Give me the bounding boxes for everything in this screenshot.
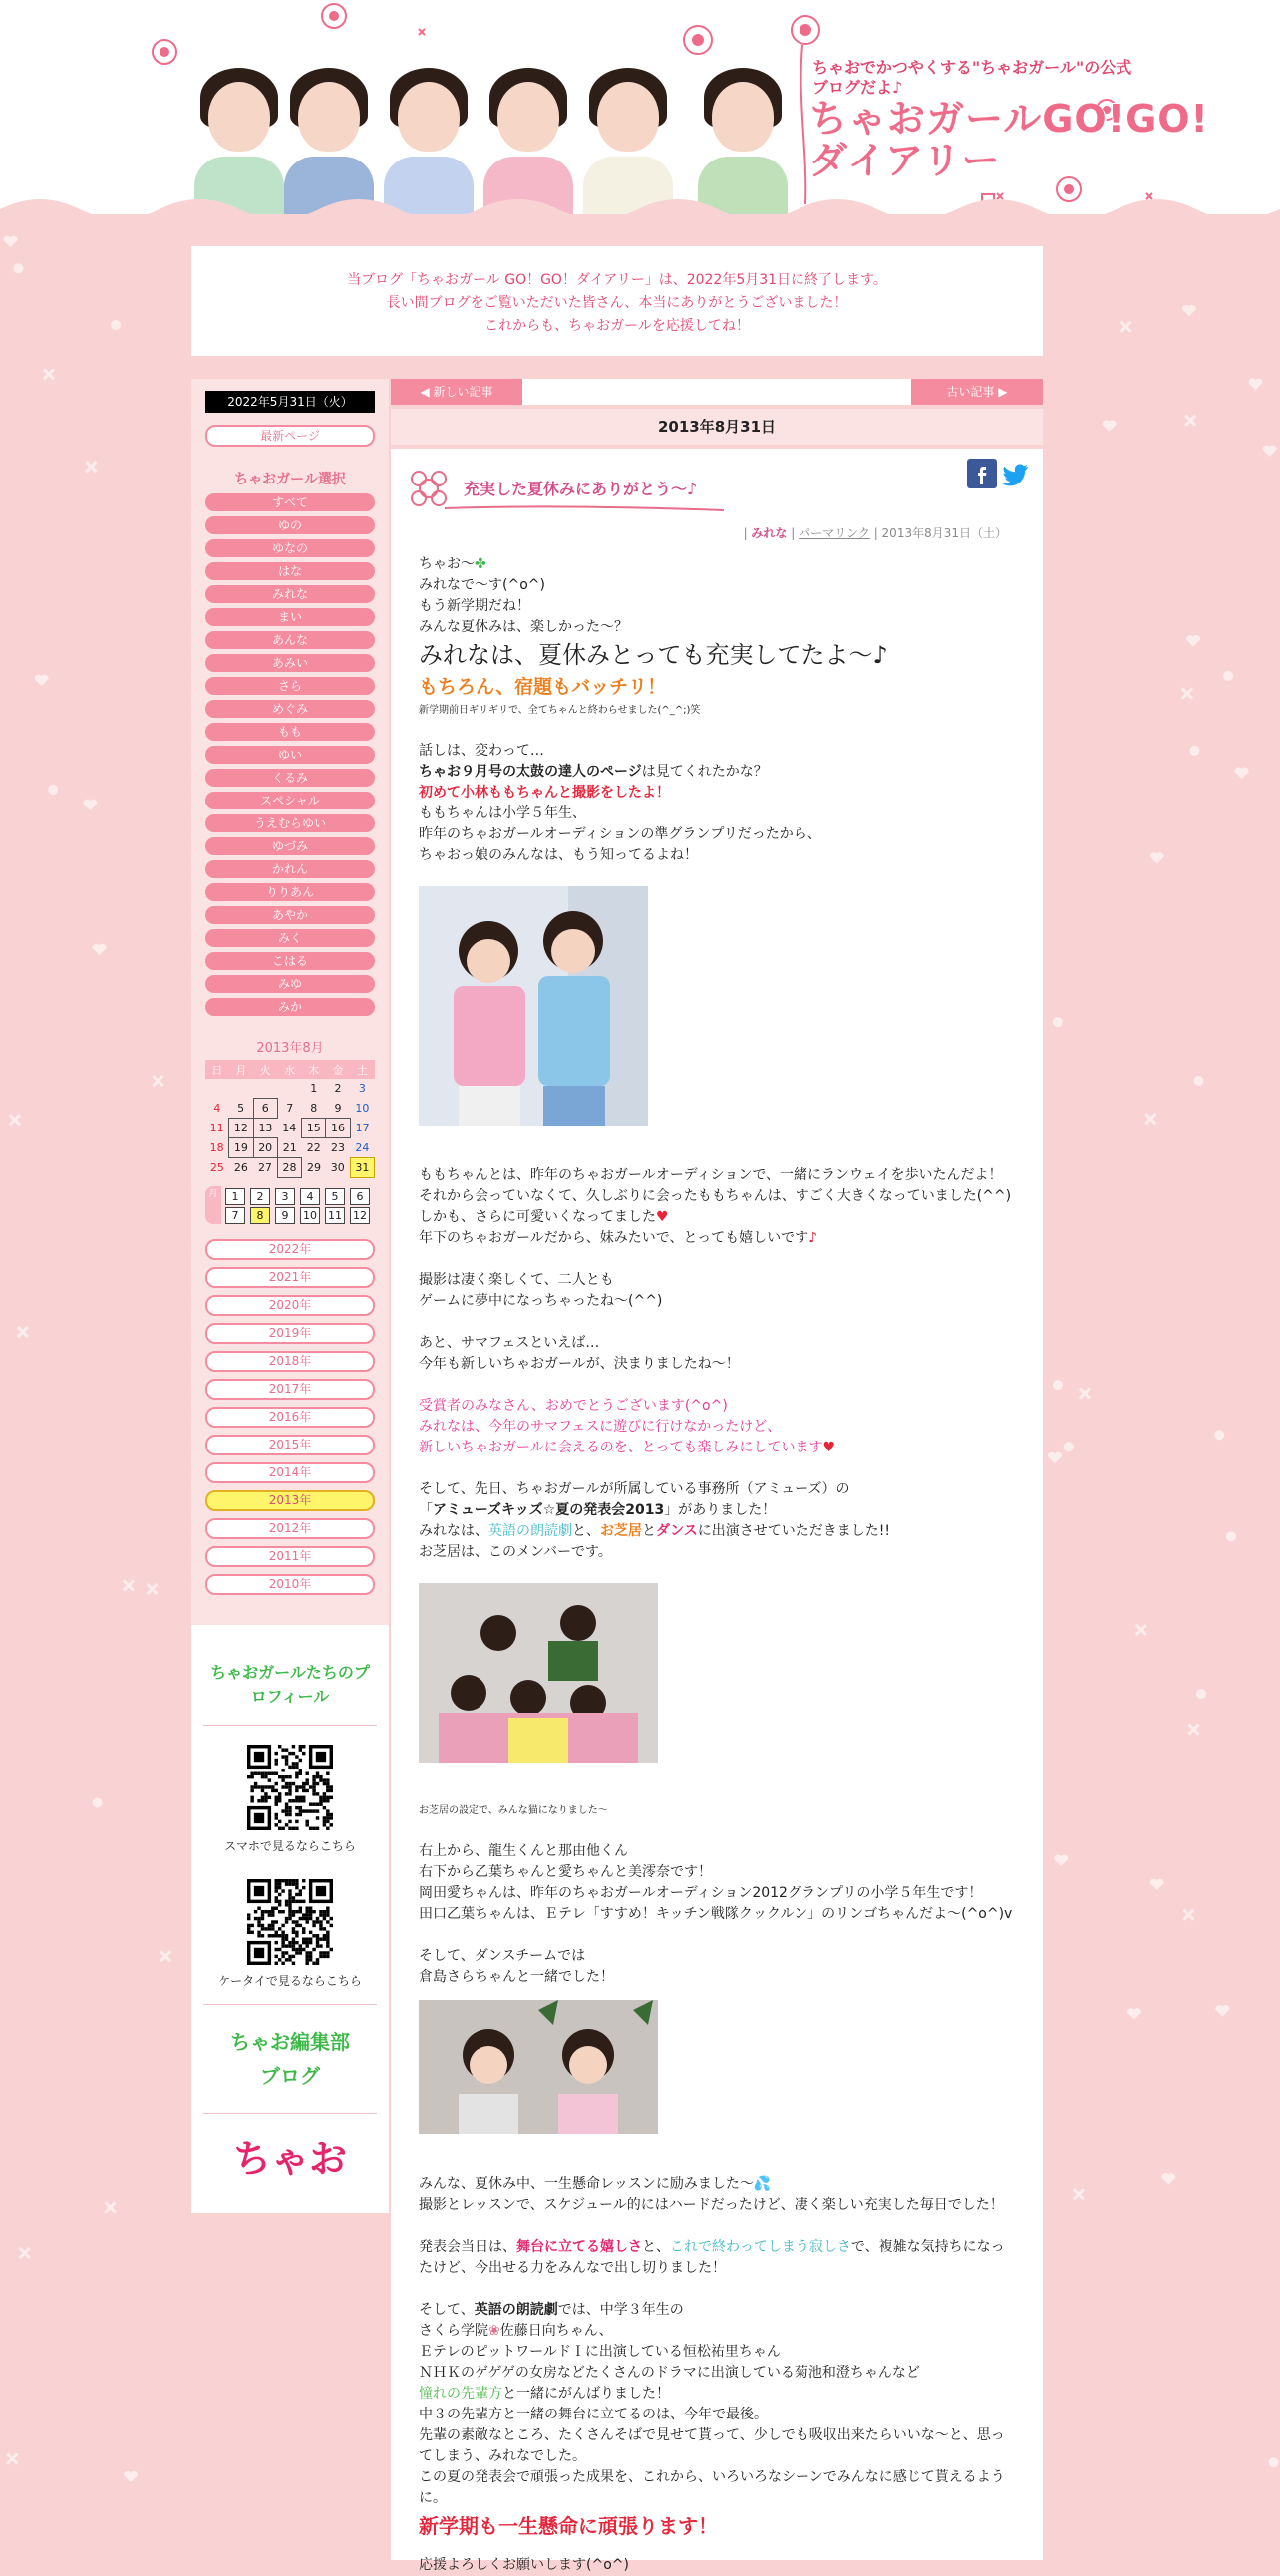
year-archive-item[interactable]: 2012年 [205, 1518, 375, 1539]
calendar-day: 29 [307, 1161, 321, 1174]
photo-placeholder [419, 1583, 658, 1763]
text-line: あと、サマフェスといえば… [419, 1335, 600, 1351]
teal-text: これで終わってしまう寂しさ [670, 2239, 851, 2255]
year-archive-item[interactable]: 2019年 [205, 1323, 375, 1344]
year-archive-item[interactable]: 2017年 [205, 1379, 375, 1400]
month-cell[interactable]: 1 [225, 1188, 245, 1205]
profile-banner[interactable] [205, 1655, 375, 1715]
text-line: ももちゃんとは、昨年のちゃおガールオーディションで、一緒にランウェイを歩いたんだよ！ [419, 1167, 1003, 1183]
text-line: ももちゃんは小学５年生、 [419, 805, 586, 821]
girl-filter-item[interactable]: ゆづみ [205, 837, 375, 855]
post-datetime: 2013年8月31日（土） [881, 526, 1007, 540]
girl-filter-item[interactable]: ゆい [205, 746, 375, 764]
calendar-day: 30 [330, 1161, 345, 1174]
facebook-share-icon[interactable] [967, 459, 997, 488]
year-archive-item[interactable]: 2018年 [205, 1351, 375, 1372]
text-line: と [642, 1523, 656, 1539]
girl-filter-item[interactable]: まい [205, 608, 375, 626]
girl-filter-item[interactable]: かれん [205, 860, 375, 878]
girl-filter-item[interactable]: こはる [205, 952, 375, 970]
arrow-left-icon: ◀ [420, 385, 434, 399]
twitter-share-icon[interactable] [1001, 459, 1031, 488]
calendar-day: 2 [334, 1082, 342, 1096]
flower-icon: ❀ [488, 2323, 500, 2339]
teal-text: 英語の朗読劇 [488, 1523, 572, 1539]
logo-line-2: ダイアリー [809, 139, 1001, 182]
text-line: 岡田愛ちゃんは、昨年のちゃおガールオーディション2012グランプリの小学５年生です！ [419, 1885, 983, 1901]
text-line: ＥテレのピットワールドＩに出演している恒松祐里ちゃん [419, 2344, 781, 2360]
qr-caption-smartphone: スマホで見るならこちら [224, 1839, 356, 1853]
year-archive-item[interactable]: 2015年 [205, 1435, 375, 1455]
heart-icon: ♥ [822, 1440, 836, 1455]
newer-post-button[interactable] [391, 379, 522, 405]
calendar-day[interactable]: 31 [350, 1158, 374, 1178]
text-line: と一緒にがんばりました！ [502, 2386, 670, 2402]
post-navigation [391, 379, 1043, 405]
text-line: 先輩の素敵なところ、たくさんそばで見せて貰って、少しでも吸収出来たらいいな～と、思ってしまう、みれなでした。 [419, 2427, 1005, 2464]
today-date: 2022年5月31日（火） [205, 391, 375, 413]
girl-filter-item[interactable]: すべて [205, 493, 375, 511]
calendar-day: 1 [310, 1082, 318, 1096]
text-line: みれなは、 [419, 1523, 488, 1539]
text-line: に出演させていただきました!! [697, 1523, 890, 1539]
text-line: 佐藤日向ちゃん、 [499, 2323, 613, 2339]
calendar [205, 1060, 375, 1178]
highlight-text: もちろん、宿題もバッチリ！ [419, 676, 667, 698]
music-note-icon: ♪ [808, 1230, 818, 1246]
calendar-day [205, 1079, 229, 1099]
text-line: 年下のちゃおガールだから、妹みたいで、とっても嬉しいです [419, 1230, 809, 1246]
year-archive-item[interactable]: 2020年 [205, 1295, 375, 1316]
calendar-day[interactable]: 19 [229, 1138, 253, 1158]
header-wave [0, 189, 1280, 214]
calendar-day: 21 [282, 1140, 297, 1154]
notice-line-2: 長い間ブログをご覧いただいた皆さん、本当にありがとうございました！ [386, 295, 848, 311]
orange-text: お芝居 [600, 1523, 642, 1539]
girl-filter-item[interactable]: みれな [205, 585, 375, 603]
photo-placeholder [419, 2000, 658, 2134]
calendar-day: 25 [209, 1161, 224, 1174]
calendar-day: 22 [306, 1141, 321, 1155]
girl-filter-item[interactable]: あみい [205, 654, 375, 672]
post-date-header: 2013年8月31日 [391, 409, 1043, 445]
text-line: それから会っていなくて、久しぶりに会ったももちゃんは、すごく大きくなっていました(^^) [419, 1188, 1012, 1204]
text-line: 右下から乙葉ちゃんと愛ちゃんと美澪奈です！ [419, 1864, 712, 1880]
profile-banner-text: ちゃおガールたちのプロフィール [210, 1663, 370, 1706]
photo-placeholder [419, 886, 648, 1126]
girl-filter-item[interactable]: あんな [205, 631, 375, 649]
girl-filter-item[interactable]: ゆの [205, 516, 375, 534]
girl-filter-item[interactable]: はな [205, 562, 375, 580]
text-line: 応援よろしくお願いします(^o^) [419, 2557, 629, 2573]
arrow-right-icon: ▶ [994, 385, 1008, 399]
year-archive-item[interactable]: 2011年 [205, 1546, 375, 1567]
girl-filter-item[interactable]: もも [205, 723, 375, 741]
calendar-weekday: 日 [205, 1060, 229, 1079]
calendar-day [277, 1079, 301, 1099]
calendar-day: 13 [258, 1122, 273, 1134]
calendar-day: 27 [257, 1161, 272, 1175]
girl-filter-item[interactable]: みく [205, 929, 375, 947]
text-line: では、中学３年生の [557, 2302, 684, 2318]
month-cell[interactable]: 12 [350, 1207, 370, 1224]
permalink-link[interactable]: パーマリンク [799, 526, 870, 540]
photo-caption: お芝居の設定で、みんな猫になりました～ [419, 1805, 608, 1816]
text-line: ちゃおっ娘のみんなは、もう知ってるよね！ [419, 847, 698, 863]
month-cell[interactable]: 8 [250, 1207, 270, 1224]
text-line: 撮影とレッスンで、スケジュール的にはハードだったけど、凄く楽しい充実した毎日でした！ [419, 2197, 1004, 2213]
girl-filter-item[interactable]: スペシャル [205, 792, 375, 809]
calendar-day: 26 [233, 1161, 248, 1175]
calendar-weekday: 火 [253, 1060, 277, 1079]
post-body [419, 554, 1017, 2576]
month-cell[interactable]: 5 [325, 1188, 345, 1205]
magenta-text: 舞台に立てる嬉しさ [516, 2239, 642, 2255]
text-line: は見てくれたかな？ [641, 764, 768, 780]
qr-caption-mobile: ケータイで見るならこちら [218, 1974, 362, 1988]
calendar-day: 10 [355, 1102, 370, 1115]
month-cell[interactable]: 7 [225, 1207, 245, 1224]
month-cell[interactable]: 3 [275, 1188, 295, 1205]
calendar-day: 14 [282, 1122, 297, 1134]
text-line: 今年も新しいちゃおガールが、決まりましたね～！ [419, 1356, 740, 1372]
calendar-day: 11 [209, 1122, 224, 1134]
text-line: 中３の先輩方と一緒の舞台に立てるのは、今年で最後。 [419, 2407, 768, 2422]
calendar-day [253, 1079, 277, 1099]
text-line: この夏の発表会で頑張った成果を、これから、いろいろなシーンでみんなに感じて貰えるように。 [419, 2469, 1005, 2506]
green-text: 憧れの先輩方 [419, 2386, 502, 2402]
older-post-button[interactable] [911, 379, 1043, 405]
text-line: ゲームに夢中になっちゃったね～(^^) [419, 1293, 663, 1309]
month-cell[interactable]: 4 [300, 1188, 320, 1205]
ciao-logo[interactable]: ちゃお [232, 2137, 347, 2181]
text-line: と、 [642, 2239, 670, 2255]
closing-notice [191, 246, 1043, 356]
text-line: 右上から、龍生くんと那由他くん [419, 1843, 628, 1859]
girl-filter-item[interactable]: りりあん [205, 883, 375, 901]
closing-headline: 新学期も一生懸命に頑張ります [419, 2514, 698, 2538]
small-note: 新学期前日ギリギリで、全てちゃんと終わらせました(^_^;)笑 [419, 705, 701, 716]
bold-text: 英語の朗読劇 [474, 2302, 558, 2318]
site-header [0, 0, 1280, 214]
photo-momo-and-mirena[interactable] [419, 886, 648, 1126]
post-author[interactable]: みれな [751, 526, 788, 540]
text-line: 昨年のちゃおガールオーディションの準グランプリだったから、 [419, 826, 821, 842]
heart-icon: ♥ [656, 1209, 669, 1225]
notice-line-1: 当ブログ「ちゃおガール GO！GO！ダイアリー」は、2022年5月31日に終了します。 [347, 272, 887, 288]
photo-play-members[interactable] [419, 1583, 658, 1763]
editorial-blog-banner[interactable] [221, 2019, 359, 2098]
text-line: そして、先日、ちゃおガールが所属している事務所（アミューズ）の [419, 1481, 850, 1497]
bold-text: アミューズキッズ☆夏の発表会2013 [433, 1502, 665, 1518]
month-cell[interactable]: 6 [350, 1188, 370, 1205]
text-line: みんな、夏休み中、一生懸命レッスンに励みました～ [419, 2176, 754, 2192]
calendar-day[interactable]: 28 [277, 1158, 301, 1178]
girl-filter-item[interactable]: くるみ [205, 769, 375, 787]
photo-dance-team[interactable] [419, 2000, 658, 2134]
calendar-weekday: 土 [350, 1060, 374, 1079]
text-line: しかも、さらに可愛いくなってました [419, 1209, 656, 1225]
text-line: もう新学期だね！ [419, 598, 530, 614]
sidebar [191, 379, 389, 2213]
calendar-day: 18 [209, 1141, 224, 1154]
year-archive-item[interactable]: 2013年 [205, 1490, 375, 1511]
highlight-text: 初めて小林ももちゃんと撮影をしたよ！ [419, 785, 670, 801]
qr-code-smartphone [247, 1745, 333, 1830]
girl-filter-item[interactable]: うえむらゆい [205, 814, 375, 832]
calendar-day[interactable]: 6 [253, 1099, 277, 1119]
text-line: そして、 [419, 2302, 475, 2318]
clover-icon: ✤ [475, 556, 486, 572]
girl-filter-item[interactable]: さら [205, 677, 375, 695]
pink-text: 新しいちゃおガールに会えるのを、とっても楽しみにしています [419, 1440, 823, 1455]
text-line: 発表会当日は、 [419, 2239, 516, 2255]
calendar-day[interactable]: 16 [326, 1119, 350, 1138]
text-line: で、複雑な気持ちになったけど、今出せる力をみんなで出し切りました！ [419, 2239, 1005, 2276]
month-cell[interactable]: 2 [250, 1188, 270, 1205]
calendar-day: 5 [237, 1101, 245, 1115]
text-line: 撮影は凄く楽しくて、二人とも [419, 1272, 614, 1288]
calendar-day: 17 [355, 1122, 370, 1134]
calendar-weekday: 月 [229, 1060, 253, 1079]
girl-select-heading: ちゃおガール選択 [234, 472, 346, 487]
qr-code-mobile [247, 1879, 333, 1965]
year-archive-item[interactable]: 2022年 [205, 1239, 375, 1260]
text-line: 倉島さらちゃんと一緒でした！ [419, 1969, 614, 1985]
bold-text: ちゃお９月号の太鼓の達人のページ [419, 764, 642, 780]
girl-filter-item[interactable]: めぐみ [205, 700, 375, 718]
header-tagline: ちゃおでかつやくする"ちゃおガール"の公式ブログだよ♪ [812, 58, 1132, 97]
month-label: 月 [205, 1186, 221, 1224]
latest-page-button[interactable]: 最新ページ [205, 425, 375, 447]
magenta-text: ダンス [656, 1523, 698, 1539]
text-line: みんな夏休みは、楽しかった～？ [419, 619, 628, 635]
sweat-icon: 💦 [753, 2176, 772, 2192]
calendar-day: 7 [286, 1102, 294, 1115]
girl-filter-item[interactable]: みか [205, 998, 375, 1016]
girl-filter-item[interactable]: みゆ [205, 975, 375, 993]
text-line: さくら学院 [419, 2323, 488, 2339]
calendar-day: 4 [213, 1102, 221, 1115]
headline-text: みれなは、夏休みとっても充実してたよ～♪ [419, 641, 888, 669]
text-line: 話しは、変わって… [419, 743, 544, 759]
text-line: 「 [419, 1502, 433, 1518]
post-meta: | みれな | パーマリンク | 2013年8月31日（土） [743, 526, 1007, 540]
older-post-label: 古い記事 [946, 385, 995, 399]
sidebar-banners [191, 1625, 389, 2213]
calendar-day [229, 1079, 253, 1099]
pink-text: 受賞者のみなさん、おめでとうございます(^o^) [419, 1398, 728, 1414]
girl-filter-item[interactable]: ゆなの [205, 539, 375, 557]
calendar-title: 2013年8月 [256, 1041, 324, 1056]
calendar-day: 24 [355, 1140, 370, 1154]
calendar-weekday: 水 [277, 1060, 301, 1079]
month-selector [205, 1186, 375, 1224]
year-archive-item[interactable]: 2016年 [205, 1407, 375, 1428]
calendar-day: 3 [358, 1082, 366, 1096]
notice-line-3: これからも、ちゃおガールを応援してね！ [484, 318, 750, 334]
text-line: 」がありました！ [664, 1502, 777, 1518]
post-content [391, 449, 1043, 2573]
calendar-day[interactable]: 12 [229, 1119, 253, 1138]
text-line: そして、ダンスチームでは [419, 1948, 586, 1964]
text-line: 田口乙葉ちゃんは、Ｅテレ「すすめ！キッチン戦隊クックルン」のリンゴちゃんだよ～(^o^)v [419, 1906, 1013, 1922]
month-cell[interactable]: 10 [300, 1207, 320, 1224]
calendar-day[interactable]: 15 [302, 1119, 326, 1138]
calendar-weekday: 金 [326, 1060, 350, 1079]
calendar-day[interactable]: 20 [253, 1138, 277, 1158]
editorial-banner-text: ちゃお編集部ブログ [230, 2030, 350, 2088]
text-line: ちゃお～ [419, 556, 475, 572]
post-title: 充実した夏休みにありがとう～♪ [464, 480, 698, 498]
calendar-day: 8 [310, 1101, 318, 1115]
year-archive-item[interactable]: 2021年 [205, 1267, 375, 1288]
text-line: お芝居は、このメンバーです。 [419, 1544, 612, 1560]
calendar-day: 9 [334, 1101, 342, 1115]
text-line: ＮＨＫのゲゲゲの女房などたくさんのドラマに出演している菊池和澄ちゃんなど [419, 2365, 920, 2381]
calendar-day: 23 [331, 1141, 346, 1155]
month-cell[interactable]: 11 [325, 1207, 345, 1224]
pink-text: みれなは、今年のサマフェスに遊びに行けなかったけど、 [419, 1419, 782, 1435]
text-line: と、 [572, 1523, 600, 1539]
logo-line-1: ちゃおガールGO!GO! [809, 97, 1209, 141]
girl-filter-item[interactable]: あやか [205, 906, 375, 924]
newer-post-label: 新しい記事 [433, 385, 493, 399]
calendar-weekday: 木 [302, 1060, 326, 1079]
year-archive-item[interactable]: 2010年 [205, 1574, 375, 1595]
exclamation-icon: ！ [698, 2514, 718, 2538]
site-logo[interactable] [809, 98, 1209, 181]
text-line: みれなで～す(^o^) [419, 577, 545, 593]
year-archive-item[interactable]: 2014年 [205, 1462, 375, 1483]
month-cell[interactable]: 9 [275, 1207, 295, 1224]
